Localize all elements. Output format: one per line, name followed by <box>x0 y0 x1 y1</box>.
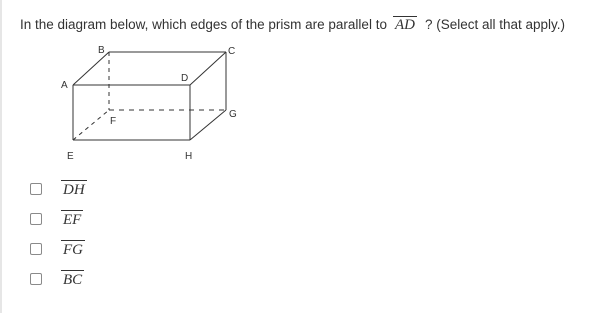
option-dh-checkbox[interactable] <box>30 183 42 195</box>
edge-dc <box>190 52 226 85</box>
vertex-label-b: B <box>98 45 105 56</box>
vertex-label-c: C <box>228 46 236 57</box>
option-ef-checkbox[interactable] <box>30 213 42 225</box>
option-bc-label[interactable]: BC <box>63 272 83 288</box>
vertex-label-f: F <box>110 116 117 127</box>
prism-diagram <box>55 40 245 170</box>
question-text <box>20 15 565 35</box>
question-prefix: In the diagram below, which edges of the prism are parallel to <box>20 17 387 32</box>
left-border <box>0 0 2 313</box>
edge-ef <box>73 110 109 140</box>
question-segment: AD <box>394 17 415 33</box>
option-ef[interactable] <box>30 207 150 231</box>
option-ef-label[interactable]: EF <box>63 212 82 228</box>
option-bc-checkbox[interactable] <box>30 273 42 285</box>
option-bc[interactable] <box>30 267 150 291</box>
option-dh-label[interactable]: DH <box>63 182 85 198</box>
option-fg-label[interactable]: FG <box>63 242 83 258</box>
option-fg[interactable] <box>30 237 150 261</box>
vertex-label-e: E <box>67 151 74 162</box>
option-fg-checkbox[interactable] <box>30 243 42 255</box>
vertex-label-g: G <box>229 109 237 120</box>
option-dh[interactable] <box>30 177 150 201</box>
vertex-label-h: H <box>185 151 193 162</box>
edge-hg <box>190 110 226 140</box>
vertex-label-d: D <box>181 73 189 84</box>
question-suffix: ? (Select all that apply.) <box>424 17 566 32</box>
vertex-label-a: A <box>61 80 68 91</box>
edge-ab <box>73 52 109 85</box>
